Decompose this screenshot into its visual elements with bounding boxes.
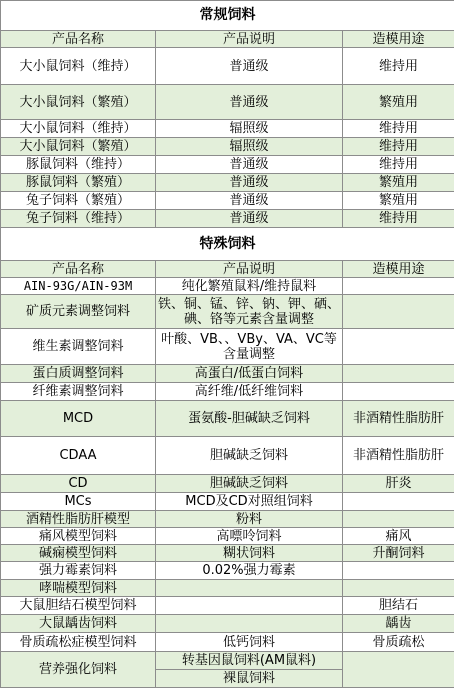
product-name-cell: 大小鼠饲料（繁殖）	[1, 138, 156, 156]
product-description-cell: 蛋氨酸-胆碱缺乏饲料	[156, 401, 343, 437]
table-row	[1, 493, 454, 511]
model-use-cell: 维持用	[343, 138, 454, 156]
product-description-cell: 普通级	[156, 85, 343, 120]
product-name-cell: 大小鼠饲料（繁殖）	[1, 85, 156, 120]
product-description-cell: 胆碱缺乏饲料	[156, 437, 343, 475]
product-name-cell: 骨质疏松症模型饲料	[1, 633, 156, 652]
table-row	[1, 437, 454, 475]
product-name-cell: 营养强化饲料	[1, 652, 156, 688]
table-row	[1, 652, 454, 670]
product-description-cell: 0.02%强力霉素	[156, 562, 343, 580]
product-name-cell: 强力霉素饲料	[1, 562, 156, 580]
table-row	[1, 48, 454, 85]
column-header-product-name: 产品名称	[1, 31, 156, 48]
product-name-cell: 豚鼠饲料（繁殖）	[1, 174, 156, 192]
model-use-cell: 痛风	[343, 528, 454, 545]
model-use-cell: 维持用	[343, 156, 454, 174]
table-row	[1, 580, 454, 597]
section-title-special: 特殊饲料	[1, 228, 454, 261]
product-name-cell: MCs	[1, 493, 156, 511]
product-name-cell: CDAA	[1, 437, 156, 475]
product-description-cell: 普通级	[156, 210, 343, 228]
product-name-cell: CD	[1, 475, 156, 493]
product-description-cell: 糊状饲料	[156, 545, 343, 562]
model-use-cell	[343, 652, 454, 688]
table-row	[1, 329, 454, 365]
model-use-cell: 升酮饲料	[343, 545, 454, 562]
table-row	[1, 475, 454, 493]
product-name-cell: 大鼠龋齿饲料	[1, 615, 156, 633]
model-use-cell	[343, 511, 454, 528]
section-title-regular: 常规饲料	[1, 1, 454, 31]
model-use-cell: 非酒精性脂肪肝	[343, 401, 454, 437]
model-use-cell	[343, 493, 454, 511]
product-description-cell: 普通级	[156, 192, 343, 210]
model-use-cell: 繁殖用	[343, 85, 454, 120]
table-row	[1, 528, 454, 545]
model-use-cell: 胆结石	[343, 597, 454, 615]
table-row	[1, 597, 454, 615]
product-name-cell: 大鼠胆结石模型饲料	[1, 597, 156, 615]
product-description-cell: 普通级	[156, 156, 343, 174]
model-use-cell	[343, 383, 454, 401]
model-use-cell	[343, 278, 454, 295]
model-use-cell: 龋齿	[343, 615, 454, 633]
model-use-cell	[343, 329, 454, 365]
product-description-cell: 高蛋白/低蛋白饲料	[156, 365, 343, 383]
table-row	[1, 401, 454, 437]
product-name-cell: 大小鼠饲料（维持）	[1, 48, 156, 85]
product-name-cell: 纤维素调整饲料	[1, 383, 156, 401]
product-description-cell: 辐照级	[156, 138, 343, 156]
model-use-cell	[343, 295, 454, 329]
product-description-cell: 裸鼠饲料	[156, 670, 343, 688]
table-row	[1, 365, 454, 383]
product-name-cell: MCD	[1, 401, 156, 437]
table-row	[1, 210, 454, 228]
product-name-cell: AIN-93G/AIN-93M	[1, 278, 156, 295]
product-description-cell: 普通级	[156, 174, 343, 192]
model-use-cell: 繁殖用	[343, 192, 454, 210]
product-description-cell: 胆碱缺乏饲料	[156, 475, 343, 493]
table-row	[1, 156, 454, 174]
table-row	[1, 174, 454, 192]
column-header-model-use: 造模用途	[343, 261, 454, 278]
column-header-product-description: 产品说明	[156, 31, 343, 48]
product-description-cell: 高纤维/低纤维饲料	[156, 383, 343, 401]
product-name-cell: 蛋白质调整饲料	[1, 365, 156, 383]
product-description-cell: 铁、铜、锰、锌、钠、钾、硒、碘、铬等元素含量调整	[156, 295, 343, 329]
model-use-cell: 肝炎	[343, 475, 454, 493]
table-row	[1, 295, 454, 329]
column-header-product-name: 产品名称	[1, 261, 156, 278]
table-row	[1, 120, 454, 138]
product-description-cell: 辐照级	[156, 120, 343, 138]
product-description-cell	[156, 580, 343, 597]
product-name-cell: 碱痫模型饲料	[1, 545, 156, 562]
table-row	[1, 278, 454, 295]
product-description-cell: 高嘌呤饲料	[156, 528, 343, 545]
table-row	[1, 511, 454, 528]
column-header-model-use: 造模用途	[343, 31, 454, 48]
table-row	[1, 633, 454, 652]
product-description-cell: 粉料	[156, 511, 343, 528]
product-name-cell: 哮喘模型饲料	[1, 580, 156, 597]
model-use-cell: 维持用	[343, 120, 454, 138]
table-row	[1, 615, 454, 633]
product-name-cell: 兔子饲料（维持）	[1, 210, 156, 228]
table-row	[1, 562, 454, 580]
product-name-cell: 兔子饲料（繁殖）	[1, 192, 156, 210]
model-use-cell: 维持用	[343, 48, 454, 85]
model-use-cell	[343, 365, 454, 383]
product-name-cell: 维生素调整饲料	[1, 329, 156, 365]
table-row	[1, 383, 454, 401]
table-row	[1, 545, 454, 562]
product-name-cell: 豚鼠饲料（维持）	[1, 156, 156, 174]
model-use-cell: 繁殖用	[343, 174, 454, 192]
product-name-cell: 大小鼠饲料（维持）	[1, 120, 156, 138]
table-row	[1, 192, 454, 210]
model-use-cell	[343, 580, 454, 597]
model-use-cell: 非酒精性脂肪肝	[343, 437, 454, 475]
product-description-cell	[156, 597, 343, 615]
product-name-cell: 酒精性脂肪肝模型	[1, 511, 156, 528]
product-name-cell: 矿质元素调整饲料	[1, 295, 156, 329]
product-description-cell: 叶酸、VB、、VBy、VA、VC等含量调整	[156, 329, 343, 365]
model-use-cell: 维持用	[343, 210, 454, 228]
model-use-cell: 骨质疏松	[343, 633, 454, 652]
column-header-product-description: 产品说明	[156, 261, 343, 278]
product-description-cell: 普通级	[156, 48, 343, 85]
product-name-cell: 痛风模型饲料	[1, 528, 156, 545]
product-description-cell: 转基因鼠饲料(AM鼠料)	[156, 652, 343, 670]
table-row	[1, 85, 454, 120]
product-description-cell: 纯化繁殖鼠料/维持鼠料	[156, 278, 343, 295]
model-use-cell	[343, 562, 454, 580]
product-description-cell: MCD及CD对照组饲料	[156, 493, 343, 511]
product-description-cell	[156, 615, 343, 633]
table-row	[1, 138, 454, 156]
product-description-cell: 低钙饲料	[156, 633, 343, 652]
